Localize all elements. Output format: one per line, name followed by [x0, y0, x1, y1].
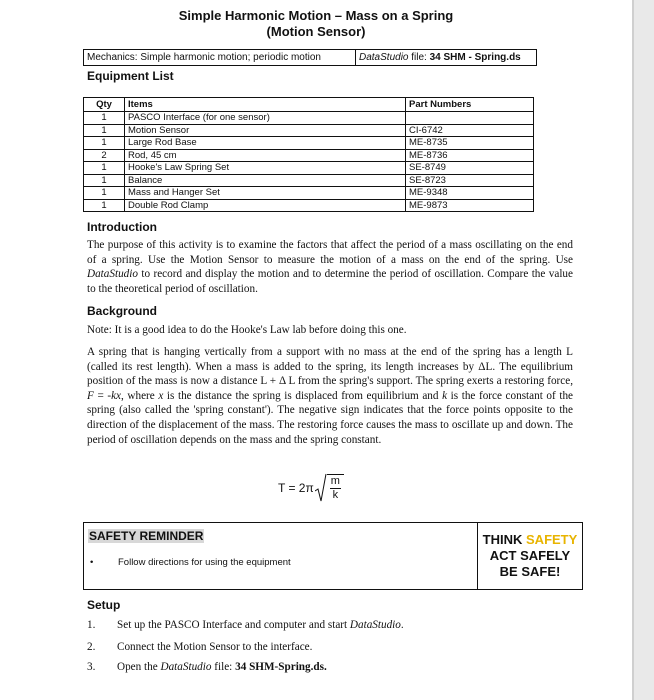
- step-text: [117, 618, 404, 632]
- safety-reminder-left: [84, 523, 478, 589]
- title-line-2: (Motion Sensor): [266, 24, 366, 39]
- step-text: Connect the Motion Sensor to the interface.: [117, 641, 313, 653]
- background-paragraph: [87, 345, 573, 447]
- be-safe-line: BE SAFE!: [499, 564, 561, 579]
- safety-heading: SAFETY REMINDER: [89, 529, 204, 543]
- introduction-paragraph: [87, 238, 573, 296]
- part-cell: ME-8735: [406, 137, 534, 150]
- qty-cell: 1: [84, 162, 125, 175]
- period-formula: [278, 473, 344, 503]
- table-row: [84, 199, 534, 212]
- part-cell: ME-9873: [406, 199, 534, 212]
- qty-header: Qty: [84, 98, 125, 112]
- qty-cell: 1: [84, 112, 125, 125]
- step-1-text: Set up the PASCO Interface and computer and start: [117, 619, 350, 631]
- qty-cell: 2: [84, 149, 125, 162]
- qty-cell: 1: [84, 199, 125, 212]
- formula-lhs: T = 2π: [278, 481, 314, 495]
- item-cell: Double Rod Clamp: [125, 199, 406, 212]
- intro-text-b: to record and display the motion and to determine the period of oscillation. Compare the value to the theoretical period of oscillation.: [87, 268, 573, 295]
- intro-text-a: The purpose of this activity is to examine the factors that affect the period of a mass oscillating on the end of a spring. Use the Motion Sensor to measure the motion of a mass on the end of the spring. Use: [87, 239, 573, 266]
- qty-cell: 1: [84, 174, 125, 187]
- background-heading: Background: [87, 304, 158, 318]
- table-row: [84, 174, 534, 187]
- file-name: 34 SHM - Spring.ds: [429, 52, 521, 63]
- bullet-icon: •: [90, 557, 94, 568]
- radical-sign-icon: [315, 473, 327, 503]
- think-safety-badge: [478, 523, 582, 589]
- introduction-heading: Introduction: [87, 220, 157, 234]
- qty-cell: 1: [84, 187, 125, 200]
- topic-label: Mechanics: Simple harmonic motion; periodic motion: [84, 50, 356, 65]
- parts-header: Part Numbers: [406, 98, 534, 112]
- table-row: [84, 137, 534, 150]
- step-number: 1.: [87, 619, 96, 631]
- item-cell: Rod, 45 cm: [125, 149, 406, 162]
- bg-text-e: is the force constant of the spring (also called the 'spring constant'). The negative sign indicates that the force points opposite to the direction of the displacement of the mass. The restoring force causes the mass to oscillate up and down. The period of oscillation depends on the mass and the spring constant.: [87, 389, 574, 446]
- item-cell: Large Rod Base: [125, 137, 406, 150]
- bg-kx: kx: [111, 389, 122, 402]
- equipment-table: [83, 97, 534, 212]
- part-cell: ME-9348: [406, 187, 534, 200]
- fraction: [327, 474, 344, 502]
- qty-cell: 1: [84, 124, 125, 137]
- topic-file-box: [83, 49, 537, 66]
- item-cell: PASCO Interface (for one sensor): [125, 112, 406, 125]
- part-cell: [406, 112, 534, 125]
- datastudio-label: DataStudio: [359, 52, 409, 63]
- item-cell: Mass and Hanger Set: [125, 187, 406, 200]
- bg-text-c: , where: [121, 389, 159, 402]
- part-cell: SE-8723: [406, 174, 534, 187]
- qty-cell: 1: [84, 137, 125, 150]
- bg-F: F: [87, 389, 94, 402]
- table-row: [84, 149, 534, 162]
- bg-k: k: [442, 389, 448, 402]
- item-cell: Motion Sensor: [125, 124, 406, 137]
- part-cell: CI-6742: [406, 124, 534, 137]
- background-note: Note: It is a good idea to do the Hooke's Law lab before doing this one.: [87, 324, 407, 336]
- bg-text-1: A spring that is hanging vertically from a support with no mass at the end of the spring has a length L (called its rest length). When a mass is added to the spring, its length increases by ΔL. The equilibrium position of the mass is now a distance L + Δ L from the spring's support. The spring exerts a restoring force,: [87, 346, 573, 388]
- equipment-heading: Equipment List: [87, 69, 174, 83]
- items-header: Items: [125, 98, 406, 112]
- safety-item: Follow directions for using the equipment: [118, 557, 291, 568]
- table-row: [84, 124, 534, 137]
- act-safely-line: ACT SAFELY: [489, 548, 571, 563]
- step-text: [117, 660, 327, 674]
- step-3-file: 34 SHM-Spring.ds.: [235, 661, 327, 673]
- table-row: [84, 187, 534, 200]
- bg-x: x: [158, 389, 164, 402]
- file-label: [356, 50, 521, 65]
- document-title: [0, 8, 632, 40]
- safety-reminder-box: [83, 522, 583, 590]
- setup-heading: Setup: [87, 598, 121, 612]
- sqrt-symbol: [315, 473, 344, 503]
- page-edge-shadow: [632, 0, 654, 700]
- table-header-row: [84, 98, 534, 112]
- think-word: THINK: [482, 532, 527, 547]
- step-number: 2.: [87, 641, 96, 653]
- step-3-datastudio: DataStudio: [160, 661, 212, 673]
- part-cell: SE-8749: [406, 162, 534, 175]
- bg-eq: = -: [93, 389, 112, 402]
- item-cell: Hooke's Law Spring Set: [125, 162, 406, 175]
- title-line-1: Simple Harmonic Motion – Mass on a Spring: [178, 8, 454, 23]
- table-row: [84, 112, 534, 125]
- intro-datastudio: DataStudio: [87, 268, 138, 281]
- think-safety-line: [483, 532, 578, 548]
- safety-word: SAFETY: [526, 532, 578, 547]
- bg-text-d: is the distance the spring is displaced from equilibrium and: [163, 389, 443, 402]
- step-3-text: Open the: [117, 661, 161, 673]
- step-1-datastudio: DataStudio: [349, 619, 401, 631]
- file-prefix: file:: [408, 52, 430, 63]
- step-1-end: .: [400, 619, 404, 631]
- part-cell: ME-8736: [406, 149, 534, 162]
- step-3-mid: file:: [211, 661, 236, 673]
- formula-numerator: m: [330, 475, 340, 487]
- table-row: [84, 162, 534, 175]
- item-cell: Balance: [125, 174, 406, 187]
- step-number: 3.: [87, 661, 96, 673]
- formula-denominator: k: [332, 489, 339, 501]
